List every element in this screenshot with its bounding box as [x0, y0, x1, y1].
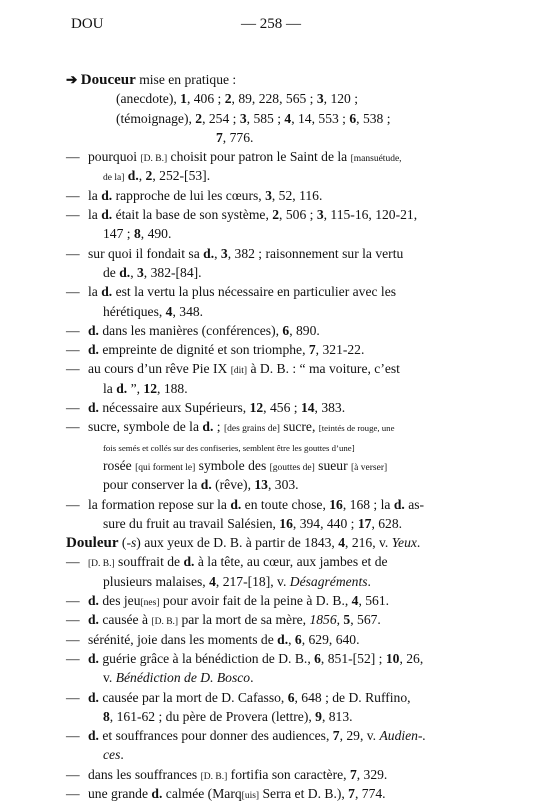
index-line: — la d. rapproche de lui les cœurs, 3, 52, 116.	[66, 187, 323, 203]
index-line: — d. empreinte de dignité et son triomphe, 7, 321-22.	[66, 342, 365, 358]
index-line: — d. des jeu[nes] pour avoir fait de la peine à D. B., 4, 561.	[66, 593, 390, 609]
index-line: ces.	[103, 747, 124, 763]
index-line: (anecdote), 1, 406 ; 2, 89, 228, 565 ; 3, 120 ;	[116, 91, 359, 107]
page-header	[0, 16, 542, 40]
index-line: — d. causée par la mort de D. Cafasso, 6, 648 ; de D. Ruffino,	[66, 689, 411, 705]
index-line: Douleur (-s) aux yeux de D. B. à partir de 1843, 4, 216, v. Yeux.	[66, 535, 421, 552]
index-line: — d. guérie grâce à la bénédiction de D. B., 6, 851-[52] ; 10, 26,	[66, 650, 424, 666]
index-line: fois semés et collés sur des confiseries, semblent être les gouttes d’une]	[103, 442, 355, 453]
index-line: 8, 161-62 ; du père de Provera (lettre), 9, 813.	[103, 708, 353, 724]
index-line: 147 ; 8, 490.	[103, 226, 172, 242]
index-line: — dans les souffrances [D. B.] fortifia son caractère, 7, 329.	[66, 766, 388, 782]
index-line: — [D. B.] souffrait de d. à la tête, au cœur, aux jambes et de	[66, 554, 388, 570]
index-line: de la] d., 2, 252-[53].	[103, 168, 211, 184]
running-head: DOU	[71, 16, 104, 32]
index-line: la d. ”, 12, 188.	[103, 380, 188, 396]
index-line: — la d. était la base de son système, 2, 506 ; 3, 115-16, 120-21,	[66, 207, 418, 223]
index-line: rosée [qui forment le] symbole des [gouttes de] sueur [à verser]	[103, 457, 388, 473]
index-line: — pourquoi [D. B.] choisit pour patron le Saint de la [mansuétude,	[66, 149, 402, 165]
index-line: — d. dans les manières (conférences), 6, 890.	[66, 322, 320, 338]
index-line: — d. et souffrances pour donner des audiences, 7, 29, v. Audien-.	[66, 728, 426, 744]
index-line: — sérénité, joie dans les moments de d., 6, 629, 640.	[66, 631, 360, 647]
index-line: — au cours d’un rêve Pie IX [dit] à D. B. : “ ma voiture, c’est	[66, 361, 400, 377]
index-line: 7, 776.	[216, 129, 254, 145]
index-line: — la d. est la vertu la plus nécessaire en particulier avec les	[66, 284, 397, 300]
index-line: — sur quoi il fondait sa d., 3, 382 ; raisonnement sur la vertu	[66, 245, 404, 261]
index-line: de d., 3, 382-[84].	[103, 264, 202, 280]
index-line: plusieurs malaises, 4, 217-[18], v. Désagréments.	[103, 573, 371, 589]
index-line: — une grande d. calmée (Marq[uis] Serra et D. B.), 7, 774.	[66, 785, 386, 801]
page-number: — 258 —	[241, 16, 301, 32]
index-line: v. Bénédiction de D. Bosco.	[103, 670, 254, 686]
index-line: hérétiques, 4, 348.	[103, 303, 204, 319]
index-entries	[66, 70, 476, 803]
index-line: (témoignage), 2, 254 ; 3, 585 ; 4, 14, 553 ; 6, 538 ;	[116, 110, 391, 126]
index-line: — sucre, symbole de la d. ; [des grains de] sucre, [teintés de rouge, une	[66, 419, 395, 435]
index-line: — d. causée à [D. B.] par la mort de sa mère, 1856, 5, 567.	[66, 612, 381, 628]
index-line: — d. nécessaire aux Supérieurs, 12, 456 ; 14, 383.	[66, 400, 346, 416]
index-line: ➔ Douceur mise en pratique :	[66, 72, 237, 88]
index-line: sure du fruit au travail Salésien, 16, 394, 440 ; 17, 628.	[103, 515, 403, 531]
index-line: — la formation repose sur la d. en toute chose, 16, 168 ; la d. as-	[66, 496, 425, 512]
index-line: pour conserver la d. (rêve), 13, 303.	[103, 477, 299, 493]
